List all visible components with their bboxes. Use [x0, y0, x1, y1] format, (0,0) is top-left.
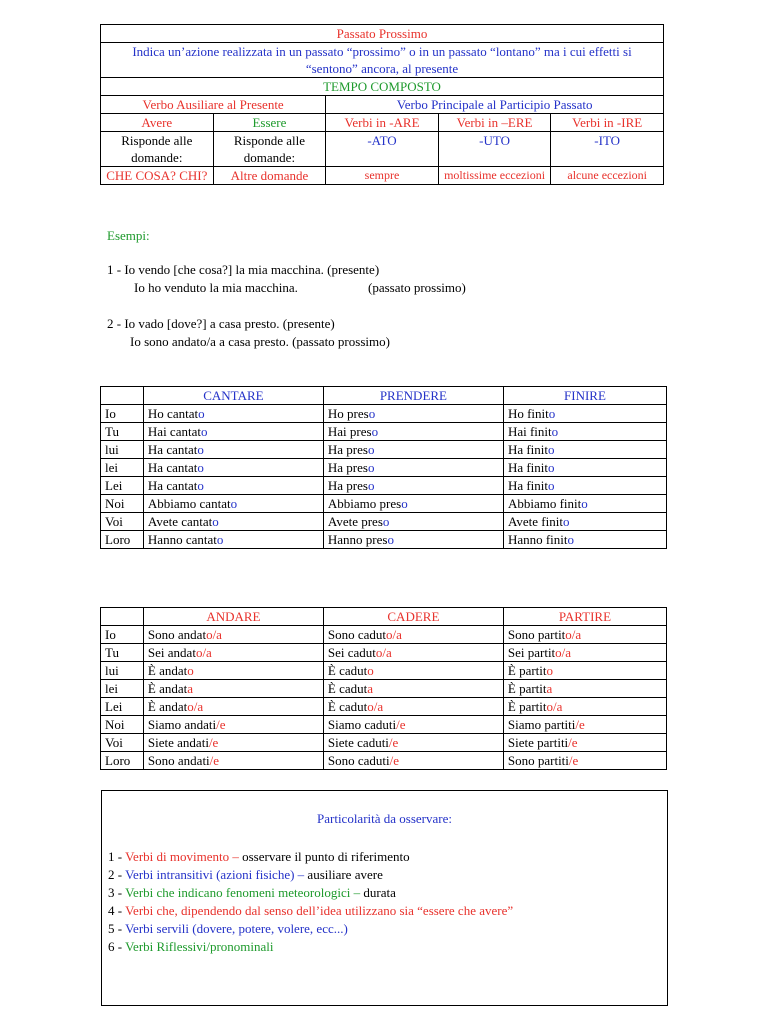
note-colored-text: Verbi Riflessivi/pronominali	[125, 939, 274, 954]
conjugation-stem: Siete andati	[147, 735, 209, 750]
conjugation-ending: /e	[396, 717, 406, 732]
conjugation-stem: Avete finit	[507, 514, 563, 529]
conjugation-ending: /e	[575, 717, 585, 732]
conjugation-stem: Sono andat	[147, 627, 207, 642]
conjugation-stem: È cadut	[327, 699, 368, 714]
pronoun-cell: Io	[101, 405, 144, 423]
conjugation-stem: Hai cantat	[147, 424, 201, 439]
table-row	[101, 513, 667, 531]
conjugation-cell	[323, 716, 503, 734]
note-item	[108, 884, 513, 902]
conjugation-ending: o	[367, 442, 375, 457]
header-empty	[101, 387, 144, 405]
conjugation-ending: o	[382, 514, 390, 529]
note-number: 6 -	[108, 939, 126, 954]
conjugation-ending: o	[387, 532, 394, 547]
pronoun-cell: lui	[101, 662, 144, 680]
conjugation-cell	[143, 734, 323, 752]
conjugation-ending: o	[200, 424, 208, 439]
conjugation-ending: /e	[209, 753, 220, 768]
note-colored-text: Verbi intransitivi (azioni fisiche)	[125, 867, 295, 882]
pronoun-cell: Voi	[101, 734, 144, 752]
conjugation-cell	[503, 662, 666, 680]
pronoun-cell: Io	[101, 626, 144, 644]
pronoun-cell: lei	[101, 459, 144, 477]
note-separator: –	[294, 867, 308, 882]
table-row	[101, 626, 667, 644]
conjugation-cell	[143, 626, 323, 644]
conjugation-ending: o	[548, 442, 555, 457]
conjugation-stem: Avete pres	[327, 514, 383, 529]
note-rest-text: ausiliare avere	[307, 867, 383, 882]
note-colored-text: Verbi che, dipendendo dal senso dell’idea utilizzano sia “essere che avere”	[125, 903, 514, 918]
conjugation-cell	[503, 698, 666, 716]
table-row	[101, 752, 667, 770]
conjugation-cell	[143, 662, 323, 680]
conjugation-stem: Sono cadut	[327, 627, 387, 642]
conjugation-ending: o	[216, 532, 224, 547]
example-2-present: 2 - Io vado [dove?] a casa presto. (presente)	[107, 316, 335, 331]
pronoun-cell: Noi	[101, 495, 144, 513]
note-colored-text: Verbi di movimento	[125, 849, 230, 864]
conjugation-ending: /e	[568, 735, 578, 750]
conjugation-cell	[323, 644, 503, 662]
conjugation-cell	[143, 513, 323, 531]
conjugation-ending: a	[367, 681, 374, 696]
examples-heading: Esempi:	[107, 228, 150, 243]
example-1-present: 1 - Io vendo [che cosa?] la mia macchina. (presente)	[107, 262, 380, 277]
note-item	[108, 848, 513, 866]
pronoun-cell: Voi	[101, 513, 144, 531]
table-row	[101, 459, 667, 477]
note-rest-text: osservare il punto di riferimento	[242, 849, 410, 864]
conjugation-stem: Siete caduti	[327, 735, 389, 750]
note-item	[108, 938, 513, 956]
conjugation-ending: o	[548, 406, 556, 421]
tempo-composto-label: TEMPO COMPOSTO	[101, 78, 664, 96]
conjugation-cell	[143, 531, 323, 549]
conjugation-stem: Siamo andati	[147, 717, 217, 732]
conjugation-stem: Siamo partiti	[507, 717, 576, 732]
conjugation-stem: È partit	[507, 681, 547, 696]
passato-prossimo-summary-table	[100, 24, 664, 185]
conjugation-ending: o/a	[187, 699, 204, 714]
header-andare: ANDARE	[143, 608, 323, 626]
ere-ending: -UTO	[438, 132, 551, 167]
conjugation-stem: Sono caduti	[327, 753, 390, 768]
conjugation-cell	[503, 531, 666, 549]
conjugation-stem: Ho pres	[327, 406, 369, 421]
conjugation-stem: Hanno finit	[507, 532, 568, 547]
conjugation-stem: Sono partit	[507, 627, 566, 642]
note-number: 4 -	[108, 903, 126, 918]
table-row	[101, 495, 667, 513]
conjugation-cell	[143, 441, 323, 459]
note-colored-text: Verbi servili (dovere, potere, volere, ecc...)	[125, 921, 348, 936]
conjugation-ending: /e	[389, 753, 400, 768]
col-ere: Verbi in –ERE	[438, 114, 551, 132]
conjugation-ending: o/a	[555, 645, 572, 660]
table-row	[101, 734, 667, 752]
conjugation-stem: Abbiamo cantat	[147, 496, 231, 511]
ire-note: alcune eccezioni	[551, 167, 664, 185]
conjugation-ending: o/a	[565, 627, 582, 642]
pronoun-cell: Loro	[101, 752, 144, 770]
conjugation-cell	[323, 698, 503, 716]
conjugation-ending: a	[187, 681, 194, 696]
conjugation-stem: È partit	[507, 663, 547, 678]
conjugation-ending: o	[367, 478, 375, 493]
conjugation-stem: Ha pres	[327, 478, 368, 493]
conjugation-cell	[323, 459, 503, 477]
ausiliare-header: Verbo Ausiliare al Presente	[101, 96, 326, 114]
conjugation-ending: o	[187, 663, 194, 678]
conjugation-cell	[323, 734, 503, 752]
conjugation-stem: È partit	[507, 699, 547, 714]
conjugation-stem: Sei partit	[507, 645, 556, 660]
conjugation-cell	[503, 644, 666, 662]
conjugation-cell	[503, 477, 666, 495]
conjugation-stem: Abbiamo pres	[327, 496, 402, 511]
conjugation-cell	[503, 513, 666, 531]
conjugation-cell	[143, 495, 323, 513]
conjugation-cell	[323, 423, 503, 441]
table-row	[101, 662, 667, 680]
pronoun-cell: Lei	[101, 477, 144, 495]
header-partire: PARTIRE	[503, 608, 666, 626]
table-row	[101, 405, 667, 423]
header-finire: FINIRE	[503, 387, 666, 405]
conjugation-cell	[503, 423, 666, 441]
essere-conjugation-table	[100, 607, 667, 770]
table-row	[101, 716, 667, 734]
table-row	[101, 477, 667, 495]
col-essere: Essere	[213, 114, 326, 132]
conjugation-ending: o	[198, 406, 205, 421]
col-ire: Verbi in -IRE	[551, 114, 664, 132]
conjugation-ending: /e	[388, 735, 399, 750]
conjugation-ending: o	[546, 663, 554, 678]
conjugation-cell	[143, 405, 323, 423]
conjugation-ending: o	[548, 460, 555, 475]
summary-title: Passato Prossimo	[101, 25, 664, 43]
conjugation-ending: o	[551, 424, 559, 439]
notes-box	[101, 790, 668, 1006]
note-number: 5 -	[108, 921, 126, 936]
conjugation-stem: Sono andati	[147, 753, 210, 768]
header-cadere: CADERE	[323, 608, 503, 626]
pronoun-cell: Noi	[101, 716, 144, 734]
conjugation-ending: o	[197, 460, 204, 475]
conjugation-cell	[503, 734, 666, 752]
col-avere: Avere	[101, 114, 214, 132]
table-row	[101, 423, 667, 441]
pronoun-cell: lei	[101, 680, 144, 698]
pronoun-cell: Loro	[101, 531, 144, 549]
note-separator: –	[229, 849, 243, 864]
conjugation-ending: o	[212, 514, 219, 529]
conjugation-cell	[143, 423, 323, 441]
principale-header: Verbo Principale al Participio Passato	[326, 96, 664, 114]
notes-list	[108, 848, 513, 956]
conjugation-ending: o/a	[375, 645, 392, 660]
conjugation-ending: o/a	[386, 627, 402, 642]
conjugation-stem: Hai pres	[327, 424, 372, 439]
table-row	[101, 531, 667, 549]
conjugation-stem: Avete cantat	[147, 514, 213, 529]
conjugation-cell	[503, 626, 666, 644]
table-header-row	[101, 608, 667, 626]
table-row	[101, 644, 667, 662]
conjugation-cell	[323, 441, 503, 459]
conjugation-stem: Sei andat	[147, 645, 196, 660]
conjugation-ending: /e	[208, 735, 219, 750]
conjugation-cell	[503, 405, 666, 423]
conjugation-ending: o/a	[195, 645, 212, 660]
avere-questions: CHE COSA? CHI?	[101, 167, 214, 185]
conjugation-ending: o	[371, 424, 379, 439]
conjugation-ending: o	[368, 406, 376, 421]
conjugation-stem: Siete partiti	[507, 735, 569, 750]
summary-description: Indica un’azione realizzata in un passato “prossimo” o in un passato “lontano” ma i cui effetti si “sentono” ancora, al presente	[101, 43, 664, 78]
conjugation-cell	[143, 752, 323, 770]
conjugation-ending: o	[230, 496, 238, 511]
conjugation-stem: È andat	[147, 699, 188, 714]
header-empty	[101, 608, 144, 626]
note-separator: –	[350, 885, 364, 900]
conjugation-cell	[143, 459, 323, 477]
conjugation-stem: Hai finit	[507, 424, 552, 439]
conjugation-ending: o	[197, 478, 204, 493]
table-row	[101, 441, 667, 459]
conjugation-stem: Hanno pres	[327, 532, 388, 547]
pronoun-cell: Tu	[101, 423, 144, 441]
conjugation-stem: Siamo caduti	[327, 717, 397, 732]
conjugation-stem: Sono partiti	[507, 753, 569, 768]
essere-questions: Altre domande	[213, 167, 326, 185]
conjugation-stem: Ha cantat	[147, 460, 198, 475]
conjugation-stem: È andat	[147, 681, 188, 696]
conjugation-ending: /e	[568, 753, 579, 768]
conjugation-ending: o/a	[367, 699, 384, 714]
conjugation-stem: Ha pres	[327, 442, 368, 457]
example-1-past-label: (passato prossimo)	[368, 280, 466, 295]
notes-title: Particolarità da osservare:	[317, 811, 452, 826]
note-number: 2 -	[108, 867, 126, 882]
pronoun-cell: lui	[101, 441, 144, 459]
pronoun-cell: Tu	[101, 644, 144, 662]
conjugation-ending: o	[367, 663, 374, 678]
conjugation-stem: È andat	[147, 663, 188, 678]
conjugation-cell	[143, 680, 323, 698]
conjugation-cell	[143, 716, 323, 734]
conjugation-ending: o	[548, 478, 555, 493]
conjugation-ending: o/a	[546, 699, 563, 714]
conjugation-ending: a	[546, 681, 553, 696]
example-1-past: Io ho venduto la mia macchina.	[134, 280, 298, 295]
conjugation-cell	[503, 441, 666, 459]
conjugation-stem: Ha finit	[507, 460, 549, 475]
conjugation-ending: o	[562, 514, 570, 529]
ire-ending: -ITO	[551, 132, 664, 167]
conjugation-stem: È cadut	[327, 663, 368, 678]
conjugation-cell	[323, 495, 503, 513]
header-prendere: PRENDERE	[323, 387, 503, 405]
conjugation-stem: Hanno cantat	[147, 532, 217, 547]
conjugation-stem: Ho finit	[507, 406, 549, 421]
conjugation-ending: o/a	[206, 627, 222, 642]
conjugation-cell	[143, 644, 323, 662]
conjugation-stem: Sei cadut	[327, 645, 376, 660]
are-ending: -ATO	[326, 132, 439, 167]
avere-risponde: Risponde alle domande:	[101, 132, 214, 167]
are-note: sempre	[326, 167, 439, 185]
conjugation-stem: Ha pres	[327, 460, 368, 475]
table-row	[101, 680, 667, 698]
col-are: Verbi in -ARE	[326, 114, 439, 132]
conjugation-cell	[323, 626, 503, 644]
example-2-past: Io sono andato/a a casa presto. (passato prossimo)	[130, 334, 390, 349]
conjugation-cell	[503, 495, 666, 513]
note-item	[108, 866, 513, 884]
note-item	[108, 920, 513, 938]
table-header-row	[101, 387, 667, 405]
conjugation-cell	[323, 680, 503, 698]
conjugation-ending: o	[581, 496, 588, 511]
conjugation-ending: o	[367, 460, 375, 475]
conjugation-cell	[323, 662, 503, 680]
conjugation-cell	[143, 477, 323, 495]
note-item	[108, 902, 513, 920]
avere-conjugation-table	[100, 386, 667, 549]
conjugation-cell	[323, 531, 503, 549]
pronoun-cell: Lei	[101, 698, 144, 716]
conjugation-stem: Ha finit	[507, 478, 549, 493]
note-colored-text: Verbi che indicano fenomeni meteorologici	[125, 885, 351, 900]
conjugation-cell	[323, 513, 503, 531]
conjugation-cell	[503, 716, 666, 734]
conjugation-ending: o	[197, 442, 204, 457]
conjugation-cell	[323, 752, 503, 770]
conjugation-ending: o	[401, 496, 408, 511]
conjugation-cell	[323, 477, 503, 495]
conjugation-cell	[503, 752, 666, 770]
conjugation-stem: Abbiamo finit	[507, 496, 582, 511]
header-cantare: CANTARE	[143, 387, 323, 405]
conjugation-stem: È cadut	[327, 681, 368, 696]
essere-risponde: Risponde alle domande:	[213, 132, 326, 167]
conjugation-cell	[143, 698, 323, 716]
conjugation-ending: /e	[216, 717, 226, 732]
conjugation-ending: o	[567, 532, 575, 547]
ere-note: moltissime eccezioni	[438, 167, 551, 185]
conjugation-stem: Ha cantat	[147, 478, 198, 493]
conjugation-stem: Ho cantat	[147, 406, 199, 421]
conjugation-cell	[503, 459, 666, 477]
conjugation-stem: Ha cantat	[147, 442, 198, 457]
conjugation-stem: Ha finit	[507, 442, 549, 457]
table-row	[101, 698, 667, 716]
note-rest-text: durata	[363, 885, 396, 900]
note-number: 3 -	[108, 885, 126, 900]
conjugation-cell	[323, 405, 503, 423]
note-number: 1 -	[108, 849, 126, 864]
conjugation-cell	[503, 680, 666, 698]
